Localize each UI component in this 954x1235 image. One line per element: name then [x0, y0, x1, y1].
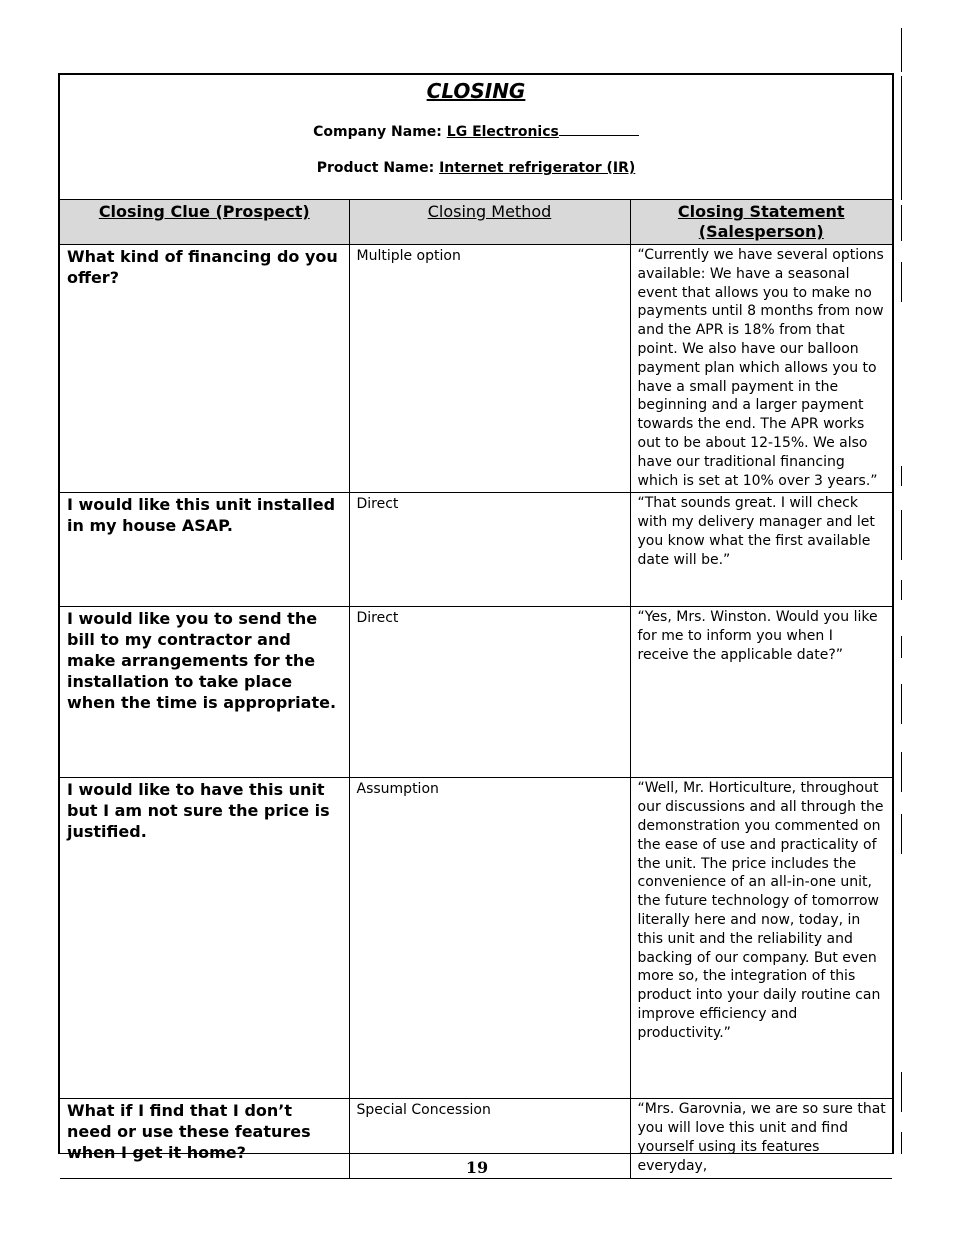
- table-row: [60, 778, 892, 1099]
- page-title: CLOSING: [426, 79, 526, 103]
- change-bar: [901, 262, 902, 302]
- column-header-statement: Closing Statement (Salesperson): [630, 200, 892, 245]
- change-bar: [901, 76, 902, 200]
- table-row: [60, 607, 892, 778]
- statement-cell: “Mrs. Garovnia, we are so sure that you will love this unit and find yourself using its features everyday,: [630, 1099, 892, 1179]
- product-label: Product Name:: [316, 160, 435, 176]
- table-row: [60, 493, 892, 607]
- change-bar: [901, 814, 902, 854]
- change-bar: [901, 1132, 902, 1154]
- change-bar: [901, 510, 902, 560]
- change-bar: [901, 466, 902, 486]
- change-bar: [901, 684, 902, 724]
- blank-underline: [559, 123, 639, 136]
- column-header-clue: Closing Clue (Prospect): [60, 200, 349, 245]
- closing-table: [60, 200, 892, 1179]
- table-header-row: [60, 200, 892, 245]
- form-header: [60, 75, 892, 200]
- clue-cell: What kind of financing do you offer?: [60, 245, 349, 493]
- change-bar: [901, 28, 902, 72]
- company-value: LG Electronics: [446, 124, 559, 140]
- statement-cell: “Yes, Mrs. Winston. Would you like for me to inform you when I receive the applicable date?”: [630, 607, 892, 778]
- company-label: Company Name:: [313, 124, 442, 140]
- clue-cell: I would like to have this unit but I am not sure the price is justified.: [60, 778, 349, 1099]
- product-value: Internet refrigerator (IR): [439, 160, 636, 176]
- method-cell: Direct: [349, 493, 630, 607]
- statement-cell: “Currently we have several options available: We have a seasonal event that allows you to make no payments until 8 months from now and the APR is 18% from that point. We also have our balloon payment plan which allows you to have a small payment in the beginning and a larger payment towards the end. The APR works out to be about 12-15%. We also have our traditional financing which is set at 10% over 3 years.”: [630, 245, 892, 493]
- change-bar: [901, 1072, 902, 1112]
- method-cell: Multiple option: [349, 245, 630, 493]
- clue-cell: I would like this unit installed in my house ASAP.: [60, 493, 349, 607]
- company-name-line: [60, 123, 892, 140]
- table-row: [60, 245, 892, 493]
- page-number: 19: [465, 1158, 489, 1177]
- change-bar: [901, 636, 902, 658]
- clue-cell: What if I find that I don’t need or use these features when I get it home?: [60, 1099, 349, 1179]
- method-cell: Assumption: [349, 778, 630, 1099]
- change-bar: [901, 205, 902, 241]
- change-bar: [901, 580, 902, 600]
- method-cell: Special Concession: [349, 1099, 630, 1179]
- statement-cell: “That sounds great. I will check with my delivery manager and let you know what the first available date will be.”: [630, 493, 892, 607]
- clue-cell: I would like you to send the bill to my contractor and make arrangements for the installation to take place when the time is appropriate.: [60, 607, 349, 778]
- statement-cell: “Well, Mr. Horticulture, throughout our discussions and all through the demonstration you commented on the ease of use and practicality of the unit. The price includes the convenience of an all-in-one unit, the future technology of tomorrow literally here and now, today, in this unit and the reliability and backing of our company. But even more so, the integration of this product into your daily routine can improve efficiency and productivity.”: [630, 778, 892, 1099]
- method-cell: Direct: [349, 607, 630, 778]
- column-header-method: Closing Method: [349, 200, 630, 245]
- change-bar: [901, 752, 902, 792]
- product-name-line: [60, 160, 892, 176]
